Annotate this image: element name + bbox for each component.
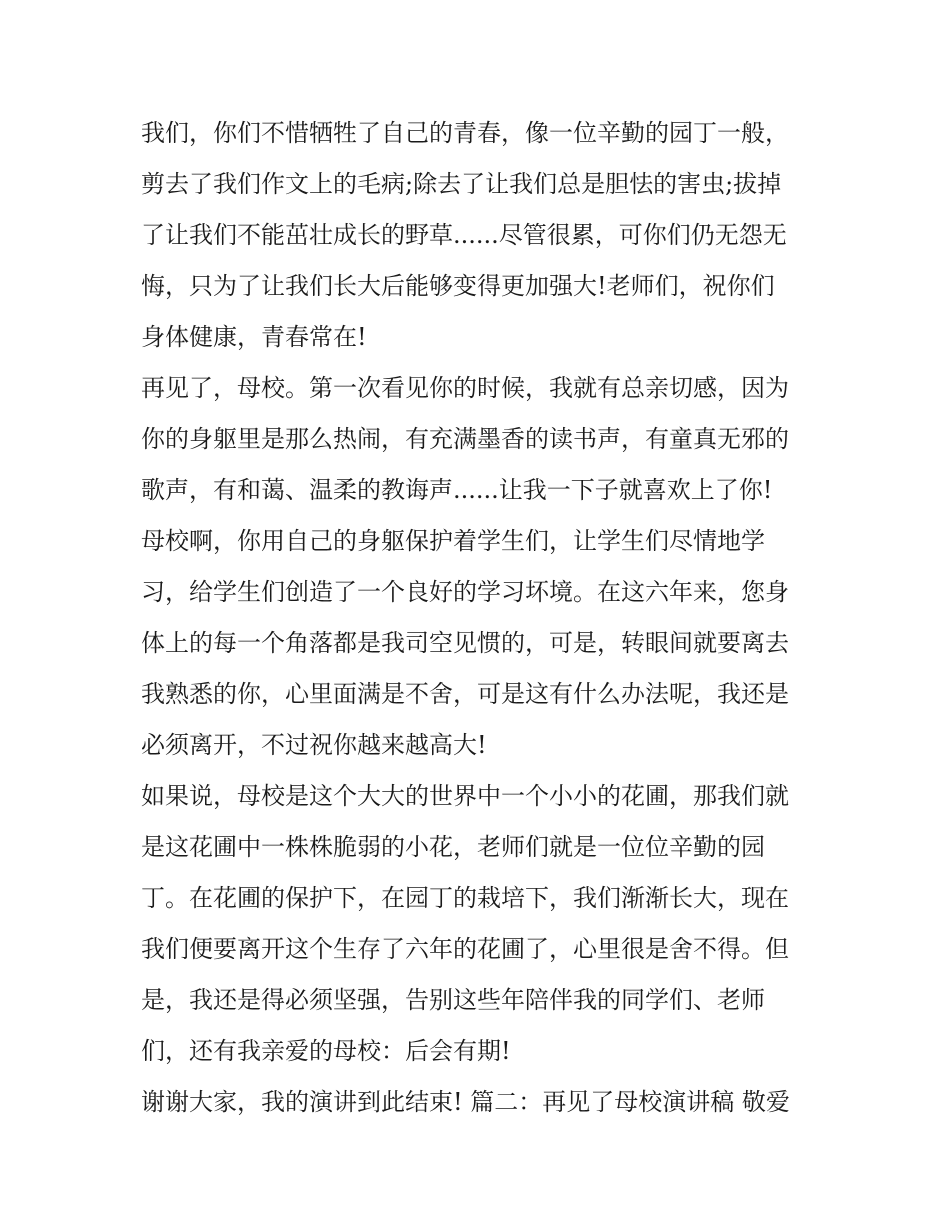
text-line: 身体健康，青春常在! <box>141 323 367 351</box>
text-line: 习，给学生们创造了一个良好的学习坏境。在这六年来，您身 <box>141 578 789 606</box>
text-line: 了让我们不能茁壮成长的野草......尽管很累，可你们仍无怨无 <box>141 221 787 249</box>
text-line: 丁。在花圃的保护下，在园丁的栽培下，我们渐渐长大，现在 <box>141 884 789 912</box>
text-line: 是这花圃中一株株脆弱的小花，老师们就是一位位辛勤的园 <box>141 833 765 861</box>
text-line: 们，还有我亲爱的母校：后会有期! <box>141 1037 511 1065</box>
text-line: 我熟悉的你，心里面满是不舍，可是这有什么办法呢，我还是 <box>141 680 789 708</box>
text-line: 再见了，母校。第一次看见你的时候，我就有总亲切感，因为 <box>141 374 789 402</box>
text-line: 谢谢大家，我的演讲到此结束! 篇二：再见了母校演讲稿 敬爱 <box>141 1088 790 1116</box>
text-line: 悔，只为了让我们长大后能够变得更加强大!老师们，祝你们 <box>141 272 775 300</box>
text-line: 歌声，有和蔼、温柔的教诲声......让我一下子就喜欢上了你! <box>141 476 773 504</box>
text-line: 如果说，母校是这个大大的世界中一个小小的花圃，那我们就 <box>141 782 789 810</box>
document-body <box>141 108 821 1128</box>
text-line: 是，我还是得必须坚强，告别这些年陪伴我的同学们、老师 <box>141 986 765 1014</box>
text-line: 我们便要离开这个生存了六年的花圃了，心里很是舍不得。但 <box>141 935 789 963</box>
text-line: 我们，你们不惜牺牲了自己的青春，像一位辛勤的园丁一般， <box>141 119 789 147</box>
text-line: 剪去了我们作文上的毛病;除去了让我们总是胆怯的害虫;拔掉 <box>141 170 782 198</box>
text-line: 体上的每一个角落都是我司空见惯的，可是，转眼间就要离去 <box>141 629 789 657</box>
text-line: 必须离开，不过祝你越来越高大! <box>141 731 487 759</box>
text-line: 母校啊，你用自己的身躯保护着学生们，让学生们尽情地学 <box>141 527 765 555</box>
text-line: 你的身躯里是那么热闹，有充满墨香的读书声，有童真无邪的 <box>141 425 789 453</box>
